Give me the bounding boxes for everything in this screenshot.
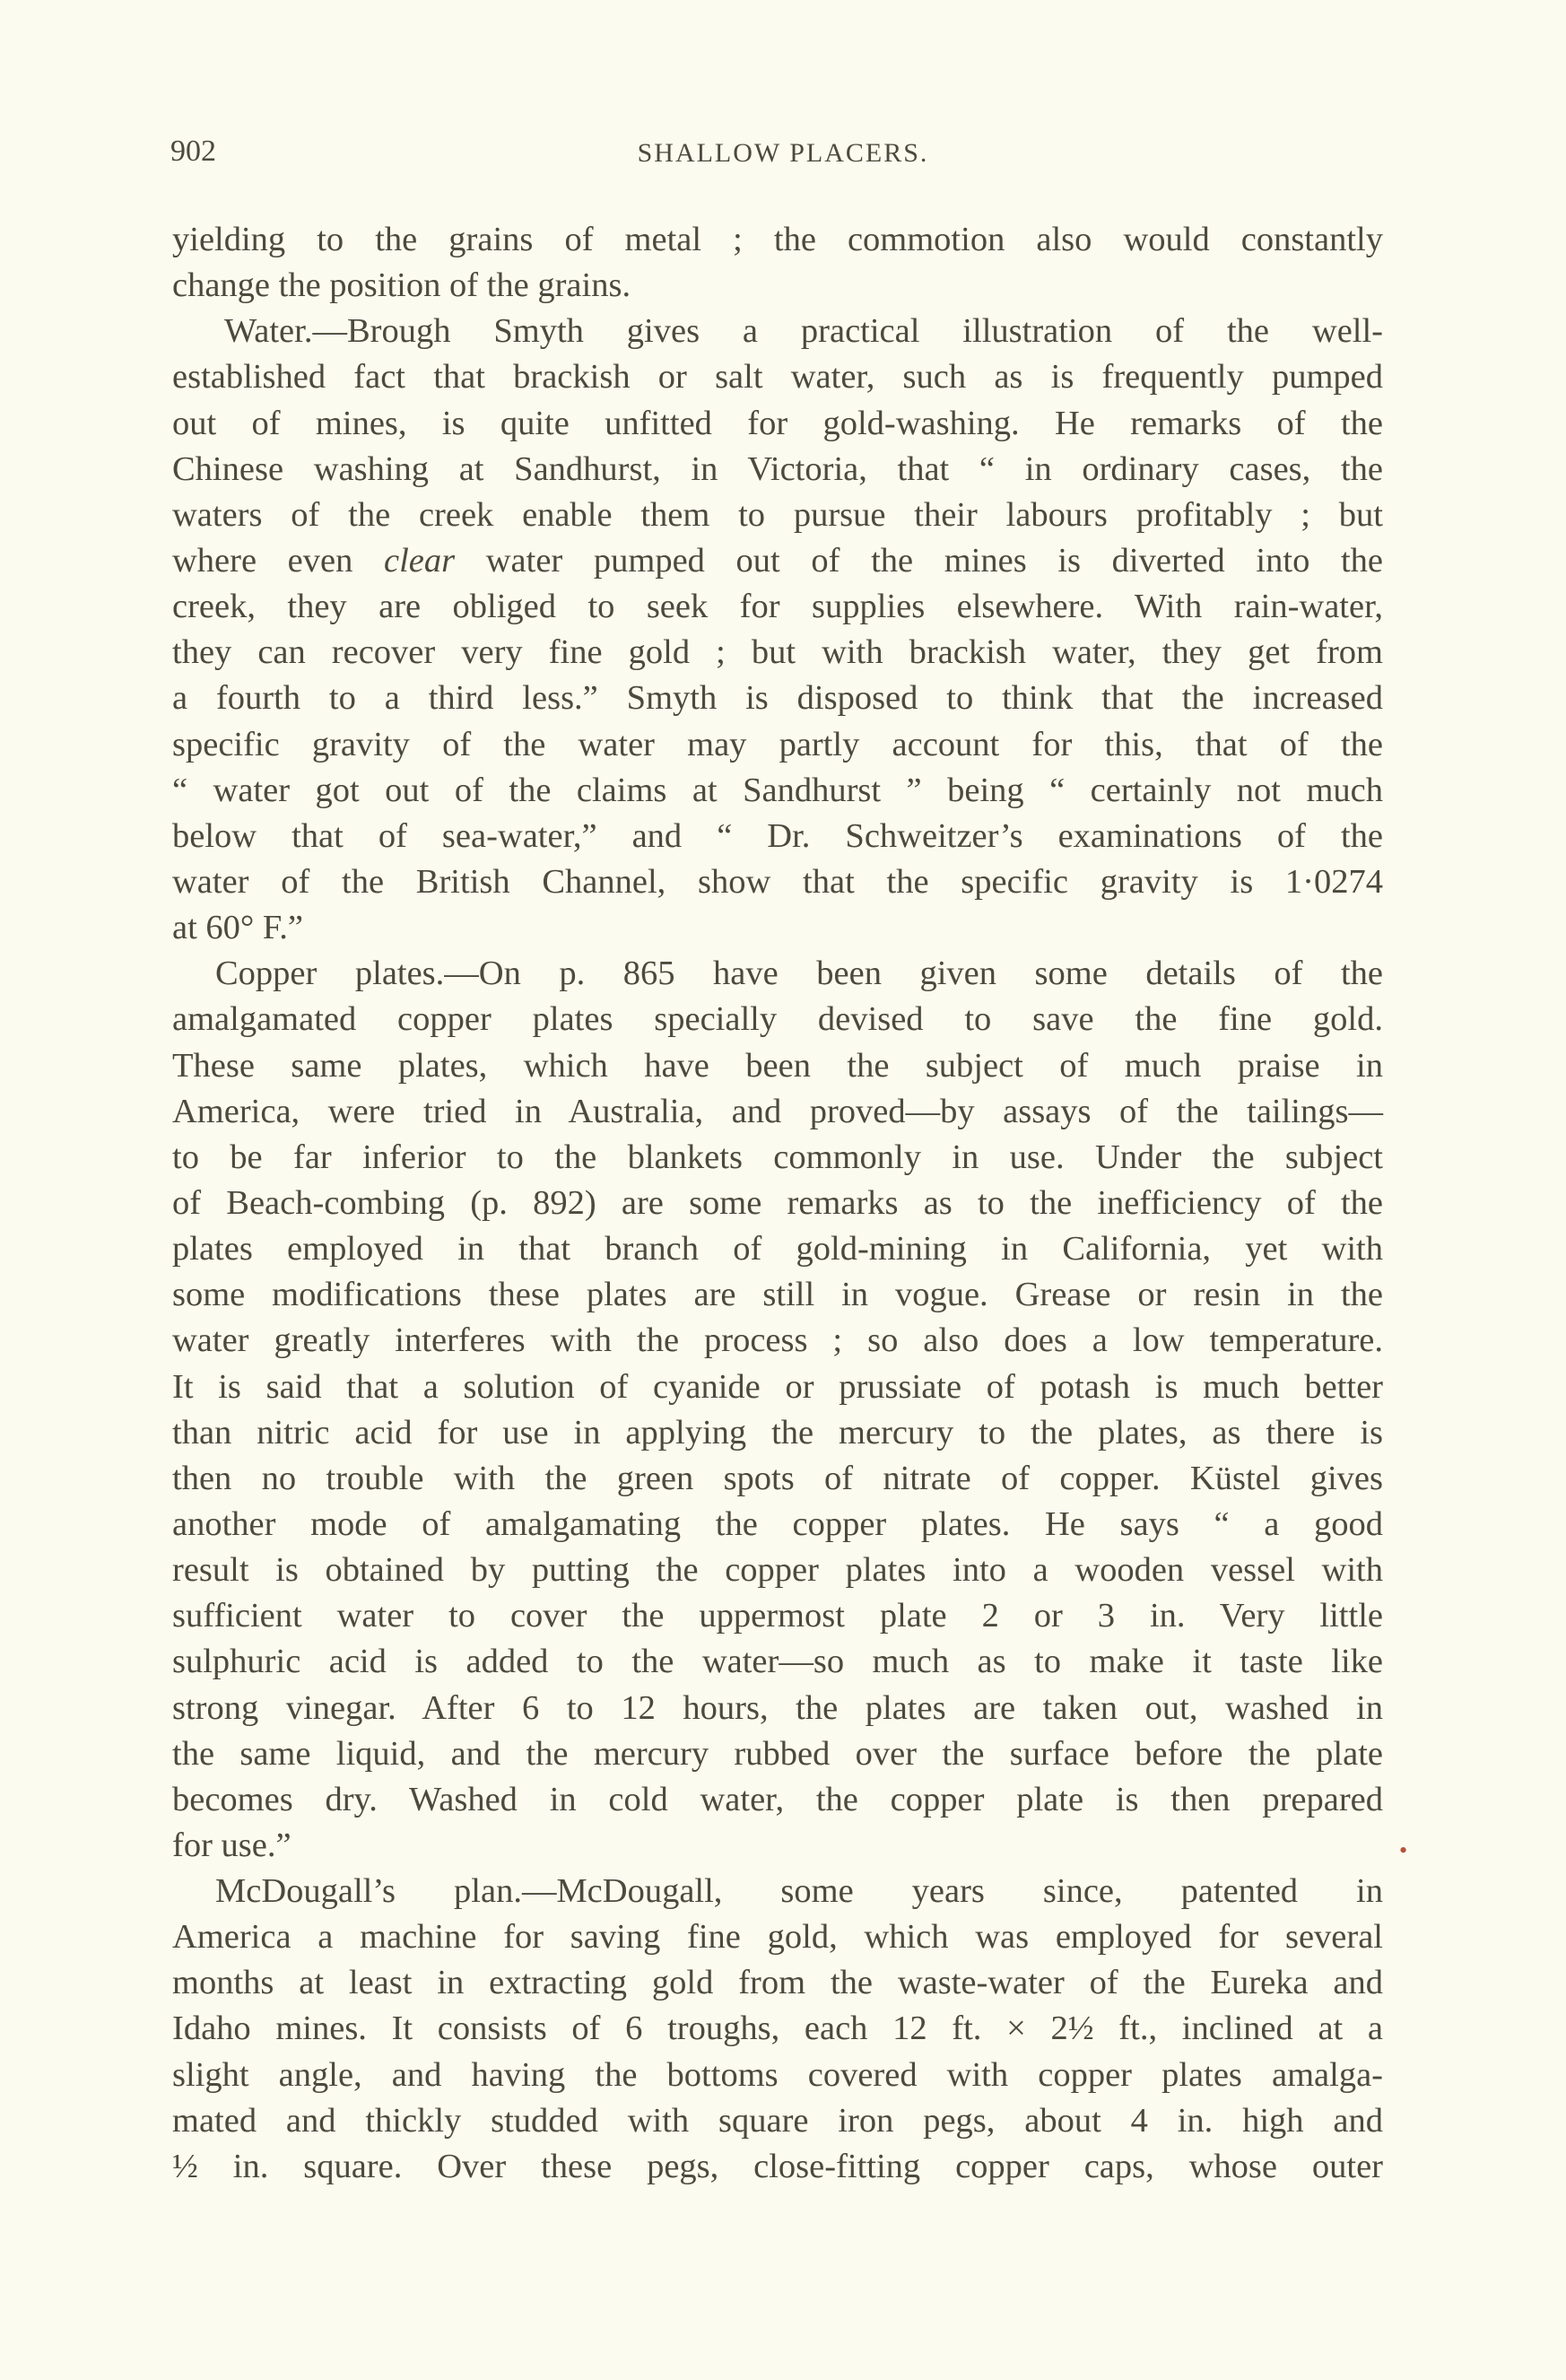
text-line: sufficient water to cover the uppermost plate 2 or 3 in. Very little <box>172 1597 1383 1635</box>
text-line: slight angle, and having the bottoms covered with copper plates amalga- <box>172 2055 1383 2094</box>
page-number: 902 <box>170 135 216 168</box>
text-line: yielding to the grains of metal ; the commotion also would constantly <box>172 221 1383 258</box>
text-segment: where even <box>172 541 384 580</box>
text-line: the same liquid, and the mercury rubbed over the surface before the plate <box>172 1734 1383 1773</box>
text-line: below that of sea-water,” and “ Dr. Schweitzer’s examinations of the <box>172 816 1383 855</box>
text-line: America a machine for saving fine gold, which was employed for several <box>172 1918 1383 1957</box>
text-line: Copper plates.—On p. 865 have been given some details of the <box>215 955 1383 993</box>
body-text <box>172 217 1383 2190</box>
text-line: they can recover very fine gold ; but with brackish water, they get from <box>172 633 1383 672</box>
text-line: becomes dry. Washed in cold water, the copper plate is then prepared <box>172 1780 1383 1818</box>
text-line: at 60° F.” <box>172 909 303 947</box>
paragraph <box>172 1869 1383 2190</box>
text-line: of Beach-combing (p. 892) are some remarks as to the inefficiency of the <box>172 1183 1383 1222</box>
text-line: change the position of the grains. <box>172 266 631 305</box>
text-line: some modifications these plates are still in vogue. Grease or resin in the <box>172 1276 1383 1314</box>
text-line: amalgamated copper plates specially devised to save the fine gold. <box>172 1000 1383 1039</box>
text-line: then no trouble with the green spots of nitrate of copper. Küstel gives <box>172 1459 1383 1497</box>
text-line: ½ in. square. Over these pegs, close-fitting copper caps, whose outer <box>172 2147 1383 2185</box>
text-line: It is said that a solution of cyanide or prussiate of potash is much better <box>172 1367 1383 1406</box>
running-title: SHALLOW PLACERS. <box>637 138 929 168</box>
text-line: specific gravity of the water may partly account for this, that of the <box>172 725 1383 763</box>
text-line: another mode of amalgamating the copper plates. He says “ a good <box>172 1504 1383 1543</box>
text-line: a fourth to a third less.” Smyth is disposed to think that the increased <box>172 679 1383 718</box>
text-line: creek, they are obliged to seek for supplies elsewhere. With rain-water, <box>172 588 1383 626</box>
text-line: for use.” <box>172 1826 291 1864</box>
text-line: “ water got out of the claims at Sandhurst ” being “ certainly not much <box>172 771 1383 809</box>
text-line: out of mines, is quite unfitted for gold-washing. He remarks of the <box>172 404 1383 442</box>
text-line: water greatly interferes with the process ; so also does a low temperature. <box>172 1321 1383 1360</box>
text-line: America, were tried in Australia, and proved—by assays of the tailings— <box>172 1092 1383 1130</box>
text-line: strong vinegar. After 6 to 12 hours, the plates are taken out, washed in <box>172 1688 1383 1727</box>
text-line: result is obtained by putting the copper plates into a wooden vessel with <box>172 1551 1383 1590</box>
text-line: waters of the creek enable them to pursue their labours profitably ; but <box>172 495 1383 534</box>
text-line: Idaho mines. It consists of 6 troughs, each 12 ft. × 2½ ft., inclined at a <box>172 2009 1383 2048</box>
text-segment: water pumped out of the mines is diverted into the <box>455 541 1383 580</box>
italic-text: clear <box>384 541 456 580</box>
ink-mark-icon: • <box>1399 1837 1408 1863</box>
text-line: Chinese washing at Sandhurst, in Victoria, that “ in ordinary cases, the <box>172 449 1383 488</box>
text-line: plates employed in that branch of gold-mining in California, yet with <box>172 1230 1383 1268</box>
paragraph <box>172 309 1383 951</box>
paragraph <box>172 951 1383 1869</box>
text-line: These same plates, which have been the subject of much praise in <box>172 1046 1383 1085</box>
text-line: Water.—Brough Smyth gives a practical illustration of the well- <box>224 312 1383 351</box>
paragraph <box>172 217 1383 309</box>
text-line: to be far inferior to the blankets commonly in use. Under the subject <box>172 1138 1383 1176</box>
text-line: water of the British Channel, show that the specific gravity is 1·0274 <box>172 862 1383 901</box>
text-line: than nitric acid for use in applying the mercury to the plates, as there is <box>172 1413 1383 1452</box>
text-line <box>172 538 1383 584</box>
text-line: sulphuric acid is added to the water—so much as to make it taste like <box>172 1643 1383 1681</box>
text-line: months at least in extracting gold from the waste-water of the Eureka and <box>172 1964 1383 2002</box>
text-line: established fact that brackish or salt water, such as is frequently pumped <box>172 358 1383 397</box>
text-line: mated and thickly studded with square iron pegs, about 4 in. high and <box>172 2101 1383 2140</box>
text-line: McDougall’s plan.—McDougall, some years since, patented in <box>215 1872 1383 1911</box>
